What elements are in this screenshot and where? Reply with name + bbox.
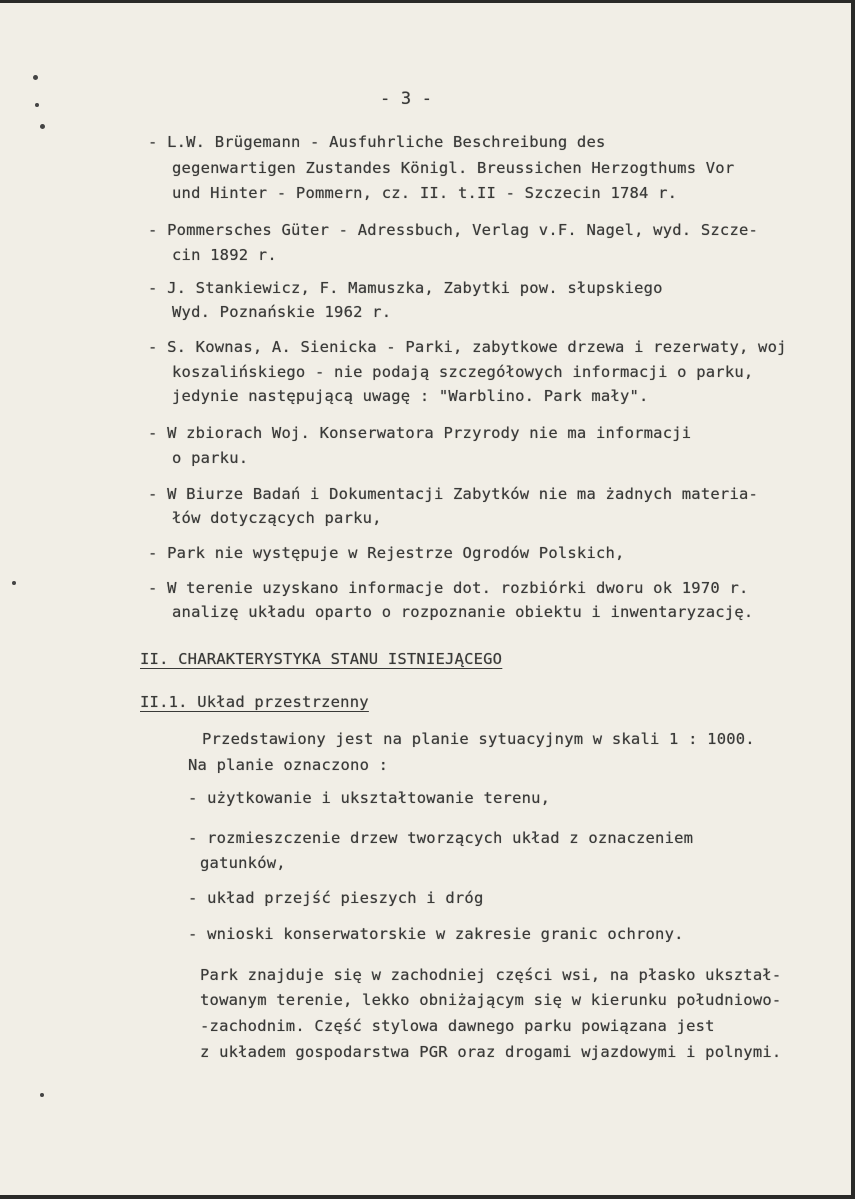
text-line: łów dotyczących parku, [172, 509, 382, 527]
text-line: Na planie oznaczono : [188, 756, 389, 774]
text-line: - W zbiorach Woj. Konserwatora Przyrody nie ma informacji [148, 424, 692, 442]
text-line: - W Biurze Badań i Dokumentacji Zabytków nie ma żadnych materia- [148, 485, 759, 503]
text-line: gegenwartigen Zustandes Königl. Breussichen Herzogthums Vor [172, 159, 735, 177]
section-heading: II. CHARAKTERYSTYKA STANU ISTNIEJĄCEGO [140, 650, 503, 668]
punch-mark [40, 124, 45, 129]
text-line: z układem gospodarstwa PGR oraz drogami wjazdowymi i polnymi. [200, 1043, 782, 1061]
text-line: gatunków, [200, 854, 286, 872]
text-line: o parku. [172, 449, 249, 467]
text-line: -zachodnim. Część stylowa dawnego parku powiązana jest [200, 1017, 715, 1035]
text-line: analizę układu oparto o rozpoznanie obiektu i inwentaryzację. [172, 603, 754, 621]
text-line: und Hinter - Pommern, cz. II. t.II - Szczecin 1784 r. [172, 184, 678, 202]
punch-mark [35, 103, 39, 107]
page-number: - 3 - [380, 89, 433, 109]
text-line: koszalińskiego - nie podają szczegółowych informacji o parku, [172, 363, 754, 381]
punch-mark [33, 75, 38, 80]
text-line: - Pommersches Güter - Adressbuch, Verlag v.F. Nagel, wyd. Szcze- [148, 221, 759, 239]
text-line: Park znajduje się w zachodniej części wsi, na płasko ukształ- [200, 966, 782, 984]
punch-mark [40, 1093, 44, 1097]
text-line: Wyd. Poznańskie 1962 r. [172, 303, 392, 321]
text-line: cin 1892 r. [172, 246, 277, 264]
text-line: - S. Kownas, A. Sienicka - Parki, zabytkowe drzewa i rezerwaty, woj [148, 338, 787, 356]
text-line: - L.W. Brügemann - Ausfuhrliche Beschreibung des [148, 133, 606, 151]
subsection-heading: II.1. Układ przestrzenny [140, 693, 369, 711]
text-line: Przedstawiony jest na planie sytuacyjnym w skali 1 : 1000. [202, 730, 755, 748]
text-line: towanym terenie, lekko obniżającym się w kierunku południowo- [200, 991, 782, 1009]
text-line: - rozmieszczenie drzew tworzących układ z oznaczeniem [188, 829, 694, 847]
text-line: jedynie następującą uwagę : "Warblino. Park mały". [172, 387, 649, 405]
text-line: - użytkowanie i ukształtowanie terenu, [188, 789, 551, 807]
text-line: - J. Stankiewicz, F. Mamuszka, Zabytki pow. słupskiego [148, 279, 663, 297]
text-line: - wnioski konserwatorskie w zakresie granic ochrony. [188, 925, 684, 943]
text-line: - W terenie uzyskano informacje dot. rozbiórki dworu ok 1970 r. [148, 579, 749, 597]
text-line: - Park nie występuje w Rejestrze Ogrodów Polskich, [148, 544, 625, 562]
punch-mark [12, 581, 16, 585]
text-line: - układ przejść pieszych i dróg [188, 889, 484, 907]
